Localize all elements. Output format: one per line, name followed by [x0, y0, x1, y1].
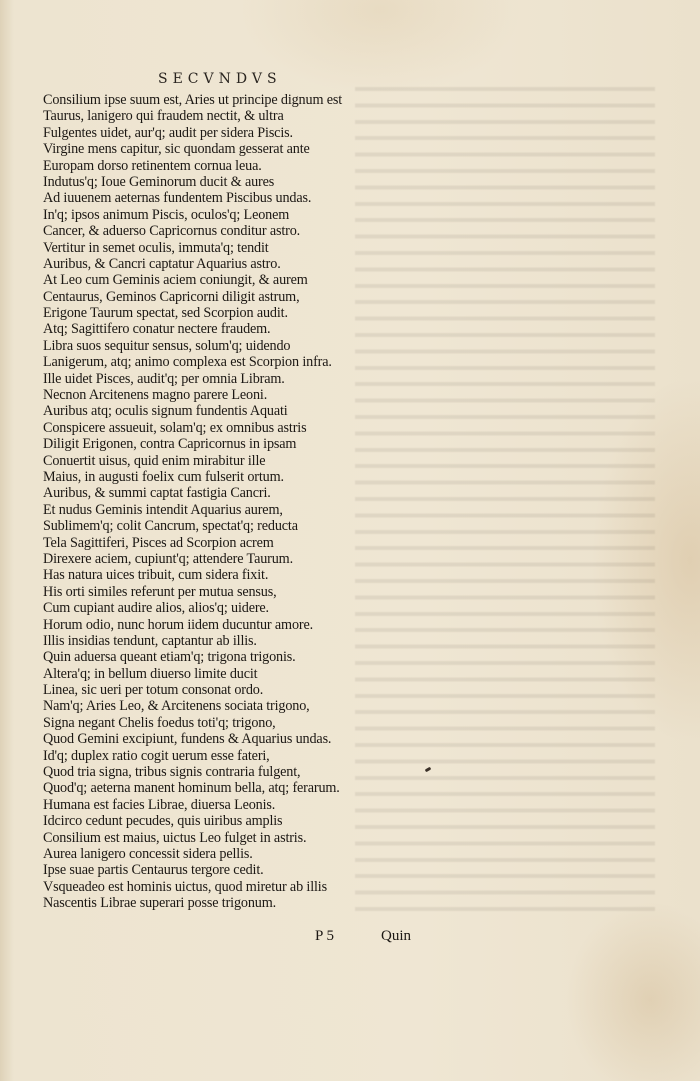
- verse-line: Cancer, & aduerso Capricornus conditur astro.: [43, 223, 301, 240]
- running-head: SECVNDVS: [158, 71, 282, 87]
- verse-line: Ad iuuenem aeternas fundentem Piscibus undas.: [43, 190, 312, 207]
- verse-line: Quod'q; aeterna manent hominum bella, atq; ferarum.: [43, 780, 340, 797]
- verse-line: Europam dorso retinentem cornua leua.: [43, 157, 262, 174]
- verse-line: Auribus, & summi captat fastigia Cancri.: [43, 485, 271, 502]
- verse-line: Id'q; duplex ratio cogit uerum esse fateri,: [43, 747, 270, 764]
- verse-line: Direxere aciem, cupiunt'q; attendere Taurum.: [43, 550, 293, 567]
- verse-line: Quod tria signa, tribus signis contraria fulgent,: [43, 764, 301, 781]
- show-through-text: [355, 80, 655, 920]
- verse-line: Conspicere assueuit, solam'q; ex omnibus astris: [43, 419, 307, 436]
- verse-line: Atq; Sagittifero conatur nectere fraudem.: [43, 321, 271, 338]
- verse-line: Et nudus Geminis intendit Aquarius aurem,: [43, 501, 283, 518]
- verse-line: Sublimem'q; colit Cancrum, spectat'q; reducta: [43, 518, 298, 535]
- signature-mark: P 5: [315, 928, 335, 944]
- verse-line: His orti similes referunt per mutua sensus,: [43, 583, 277, 600]
- verse-line: Lanigerum, atq; animo complexa est Scorpion infra.: [43, 354, 332, 371]
- verse-line: Linea, sic ueri per totum consonat ordo.: [43, 682, 264, 699]
- verse-line: Auribus, & Cancri captatur Aquarius astro.: [43, 255, 281, 272]
- verse-line: Diligit Erigonen, contra Capricornus in ipsam: [43, 436, 297, 453]
- verse-line: Indutus'q; Ioue Geminorum ducit & aures: [43, 173, 275, 190]
- verse-line: Auribus atq; oculis signum fundentis Aquati: [43, 403, 288, 420]
- verse-line: Quod Gemini excipiunt, fundens & Aquarius undas.: [43, 731, 332, 748]
- verse-line: Maius, in augusti foelix cum fulserit ortum.: [43, 468, 284, 485]
- verse-line: Fulgentes uidet, aur'q; audit per sidera Piscis.: [43, 124, 293, 141]
- verse-line: Vsqueadeo est hominis uictus, quod miretur ab illis: [43, 878, 327, 895]
- verse-line: Conuertit uisus, quid enim mirabitur ille: [43, 452, 266, 469]
- verse-line: Cum cupiant audire alios, alios'q; uidere.: [43, 600, 269, 617]
- verse-line: Illis insidias tendunt, captantur ab illis.: [43, 632, 257, 649]
- verse-line: At Leo cum Geminis aciem coniungit, & aurem: [43, 272, 308, 289]
- verse-line: Taurus, lanigero qui fraudem nectit, & ultra: [43, 108, 284, 125]
- verse-line: Virgine mens capitur, sic quondam gesserat ante: [43, 141, 310, 158]
- verse-line: Necnon Arcitenens magno parere Leoni.: [43, 387, 268, 404]
- verse-line: Idcirco cedunt pecudes, quis uiribus amplis: [43, 813, 283, 830]
- verse-line: In'q; ipsos animum Piscis, oculos'q; Leonem: [43, 206, 290, 223]
- verse-line: Centaurus, Geminos Capricorni diligit astrum,: [43, 288, 300, 305]
- verse-text-block: [43, 92, 373, 912]
- verse-line: Horum odio, nunc horum iidem ducuntur amore.: [43, 616, 314, 633]
- verse-line: Vertitur in semet oculis, immuta'q; tendit: [43, 239, 269, 256]
- verse-line: Nascentis Librae superari posse trigonum.: [43, 895, 277, 912]
- verse-line: Signa negant Chelis foedus toti'q; trigono,: [43, 714, 276, 731]
- verse-line: Ipse suae partis Centaurus tergore cedit.: [43, 862, 264, 879]
- verse-line: Consilium ipse suum est, Aries ut principe dignum est: [43, 92, 343, 108]
- verse-line: Quin aduersa queant etiam'q; trigona trigonis.: [43, 649, 296, 666]
- verse-line: Altera'q; in bellum diuerso limite ducit: [43, 665, 258, 682]
- verse-line: Ille uidet Pisces, audit'q; per omnia Libram.: [43, 370, 285, 387]
- verse-line: Aurea lanigero concessit sidera pellis.: [43, 845, 253, 862]
- catchword: Quin: [381, 928, 411, 944]
- verse-line: Erigone Taurum spectat, sed Scorpion audit.: [43, 305, 288, 322]
- verse-line: Consilium est maius, uictus Leo fulget in astris.: [43, 829, 307, 846]
- verse-line: Nam'q; Aries Leo, & Arcitenens sociata trigono,: [43, 698, 310, 715]
- verse-line: Humana est facies Librae, diuersa Leonis.: [43, 796, 276, 813]
- verse-line: Has natura uices tribuit, cum sidera fixit.: [43, 567, 269, 584]
- verse-line: Libra suos sequitur sensus, solum'q; uidendo: [43, 337, 291, 354]
- verse-line: Tela Sagittiferi, Pisces ad Scorpion acrem: [43, 534, 274, 551]
